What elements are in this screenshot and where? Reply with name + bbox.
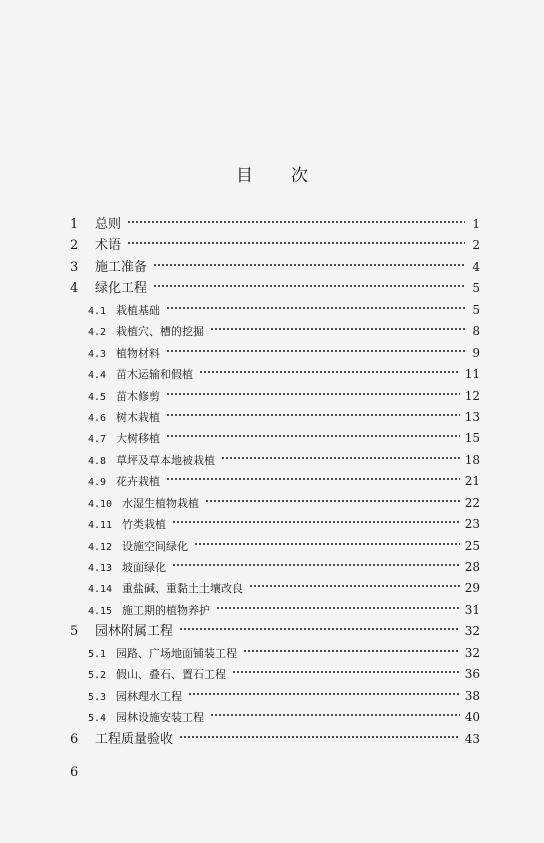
toc-dot-leader xyxy=(172,519,460,525)
toc-entry-page: 12 xyxy=(464,388,480,403)
toc-section-entry[interactable] xyxy=(70,664,480,685)
toc-dot-leader xyxy=(179,734,460,740)
toc-section-entry[interactable] xyxy=(70,578,480,599)
toc-dot-leader xyxy=(166,391,460,397)
toc-dot-leader xyxy=(188,691,460,697)
toc-entry-title: 植物材料 xyxy=(116,346,160,360)
toc-entry-title: 施工期的植物养护 xyxy=(122,603,210,617)
toc-entry-page: 18 xyxy=(464,452,480,467)
toc-dot-leader xyxy=(166,305,465,311)
toc-entry-page: 1 xyxy=(472,217,480,231)
toc-section-entry[interactable] xyxy=(70,643,480,664)
toc-entry-title: 施工准备 xyxy=(95,259,148,275)
toc-entry-page: 23 xyxy=(464,517,480,532)
toc-entry-title: 花卉栽植 xyxy=(116,475,160,489)
toc-entry-number: 6 xyxy=(70,731,79,747)
page-number: 6 xyxy=(70,765,79,780)
toc-entry-page: 25 xyxy=(464,538,480,553)
toc-entry-page: 5 xyxy=(472,281,480,296)
toc-section-entry[interactable] xyxy=(70,686,480,707)
toc-section-entry[interactable] xyxy=(70,600,480,621)
toc-entry-title: 水湿生植物栽植 xyxy=(122,496,199,510)
toc-chapter-entry[interactable] xyxy=(70,235,480,256)
toc-entry-page: 31 xyxy=(464,602,480,617)
toc-entry-page: 32 xyxy=(464,624,480,639)
toc-dot-leader xyxy=(127,219,465,225)
toc-entry-title: 假山、叠石、置石工程 xyxy=(116,668,226,682)
toc-entry-page: 29 xyxy=(464,581,480,596)
toc-entry-number: 4.5 xyxy=(88,391,107,403)
toc-chapter-entry[interactable] xyxy=(70,214,480,235)
toc-entry-page: 22 xyxy=(464,495,480,510)
toc-dot-leader xyxy=(216,605,460,611)
toc-entry-page: 9 xyxy=(472,345,480,360)
toc-entry-number: 2 xyxy=(70,238,79,254)
toc-entry-page: 5 xyxy=(472,302,480,317)
toc-entry-page: 15 xyxy=(464,431,480,446)
toc-dot-leader xyxy=(179,626,460,632)
toc-entry-page: 2 xyxy=(472,238,480,253)
toc-section-entry[interactable] xyxy=(70,471,480,492)
title-char-1: 目 xyxy=(236,166,253,186)
toc-entry-number: 5.4 xyxy=(88,713,107,725)
toc-entry-page: 11 xyxy=(464,367,480,382)
toc-entry-number: 4.9 xyxy=(88,477,107,489)
toc-dot-leader xyxy=(166,412,460,418)
toc-chapter-entry[interactable] xyxy=(70,278,480,299)
toc-entry-number: 4.15 xyxy=(88,605,113,617)
toc-section-entry[interactable] xyxy=(70,536,480,557)
toc-entry-page: 13 xyxy=(464,409,480,424)
toc-dot-leader xyxy=(232,669,460,675)
toc-entry-title: 工程质量验收 xyxy=(95,731,174,747)
toc-entry-number: 3 xyxy=(70,259,79,275)
toc-section-entry[interactable] xyxy=(70,707,480,728)
toc-entry-number: 4.4 xyxy=(88,370,107,382)
toc-chapter-entry[interactable] xyxy=(70,257,480,278)
toc-section-entry[interactable] xyxy=(70,450,480,471)
toc-dot-leader xyxy=(166,476,460,482)
toc-entry-title: 竹类栽植 xyxy=(122,518,166,532)
toc-entry-page: 4 xyxy=(472,259,480,274)
toc-dot-leader xyxy=(210,326,465,332)
toc-entry-page: 21 xyxy=(464,474,480,489)
toc-entry-title: 园路、广场地面铺装工程 xyxy=(116,646,237,660)
toc-entry-number: 4.6 xyxy=(88,412,107,424)
toc-dot-leader xyxy=(205,498,460,504)
toc-entry-title: 大树移植 xyxy=(116,432,160,446)
page-title xyxy=(0,161,544,186)
toc-entry-number: 4.13 xyxy=(88,563,113,574)
toc-entry-title: 栽植穴、槽的挖掘 xyxy=(116,325,204,339)
toc-entry-page: 8 xyxy=(472,324,480,339)
toc-entry-title: 园林理水工程 xyxy=(116,689,182,703)
toc-entry-number: 1 xyxy=(70,217,79,232)
toc-entry-title: 苗木修剪 xyxy=(116,389,160,403)
toc-dot-leader xyxy=(153,262,465,268)
toc-entry-page: 36 xyxy=(464,667,480,682)
toc-section-entry[interactable] xyxy=(70,407,480,428)
toc-dot-leader xyxy=(249,583,460,589)
toc-entry-title: 重盐碱、重黏土土壤改良 xyxy=(122,582,243,596)
toc-entry-title: 术语 xyxy=(95,238,122,254)
toc-dot-leader xyxy=(127,240,465,246)
toc-entry-title: 栽植基础 xyxy=(116,303,160,317)
toc-dot-leader xyxy=(243,648,460,654)
toc-section-entry[interactable] xyxy=(70,343,480,364)
toc-dot-leader xyxy=(210,712,460,718)
toc-section-entry[interactable] xyxy=(70,557,480,578)
toc-entry-number: 4.3 xyxy=(88,348,107,360)
toc-entry-title: 坡面绿化 xyxy=(122,561,166,574)
toc-entry-number: 4.14 xyxy=(88,584,113,596)
toc-chapter-entry[interactable] xyxy=(70,729,480,750)
toc-section-entry[interactable] xyxy=(70,321,480,342)
toc-section-entry[interactable] xyxy=(70,386,480,407)
toc-dot-leader xyxy=(199,369,460,375)
toc-entry-title: 总则 xyxy=(95,217,122,232)
toc-dot-leader xyxy=(172,562,460,568)
toc-section-entry[interactable] xyxy=(70,428,480,449)
toc-entry-number: 5.1 xyxy=(88,648,107,660)
toc-dot-leader xyxy=(153,283,465,289)
title-char-2: 次 xyxy=(291,166,308,186)
toc-entry-number: 4 xyxy=(70,281,79,297)
toc-dot-leader xyxy=(194,541,460,547)
toc-dot-leader xyxy=(166,433,460,439)
toc-entry-number: 4.11 xyxy=(88,520,113,532)
toc-entry-number: 4.2 xyxy=(88,327,107,339)
toc-entry-number: 5.3 xyxy=(88,691,107,703)
toc-entry-number: 4.12 xyxy=(88,541,113,553)
toc-entry-title: 树木栽植 xyxy=(116,410,160,424)
toc-entry-number: 5.2 xyxy=(88,670,107,682)
toc-entry-title: 苗木运输和假植 xyxy=(116,368,193,382)
toc-section-entry[interactable] xyxy=(70,300,480,321)
toc-entry-page: 28 xyxy=(464,560,480,574)
toc-entry-page: 40 xyxy=(464,710,480,725)
toc-entry-number: 4.8 xyxy=(88,455,107,467)
toc-section-entry[interactable] xyxy=(70,364,480,385)
toc-entry-number: 4.1 xyxy=(88,305,107,317)
toc-entry-page: 32 xyxy=(464,645,480,660)
toc-entry-title: 园林设施安装工程 xyxy=(116,711,204,725)
toc-entry-page: 43 xyxy=(464,731,480,746)
toc-entry-title: 园林附属工程 xyxy=(95,624,174,640)
toc-section-entry[interactable] xyxy=(70,493,480,514)
toc-entry-title: 绿化工程 xyxy=(95,281,148,297)
toc-entry-title: 设施空间绿化 xyxy=(122,539,188,553)
toc-dot-leader xyxy=(221,455,460,461)
toc-entry-number: 4.10 xyxy=(88,498,113,510)
toc-entry-number: 4.7 xyxy=(88,434,107,446)
toc-entry-title: 草坪及草本地被栽植 xyxy=(116,453,215,467)
toc-chapter-entry[interactable] xyxy=(70,621,480,642)
table-of-contents xyxy=(70,214,480,750)
toc-entry-page: 38 xyxy=(464,688,480,703)
toc-section-entry[interactable] xyxy=(70,514,480,535)
toc-entry-number: 5 xyxy=(70,624,79,640)
toc-dot-leader xyxy=(166,348,465,354)
